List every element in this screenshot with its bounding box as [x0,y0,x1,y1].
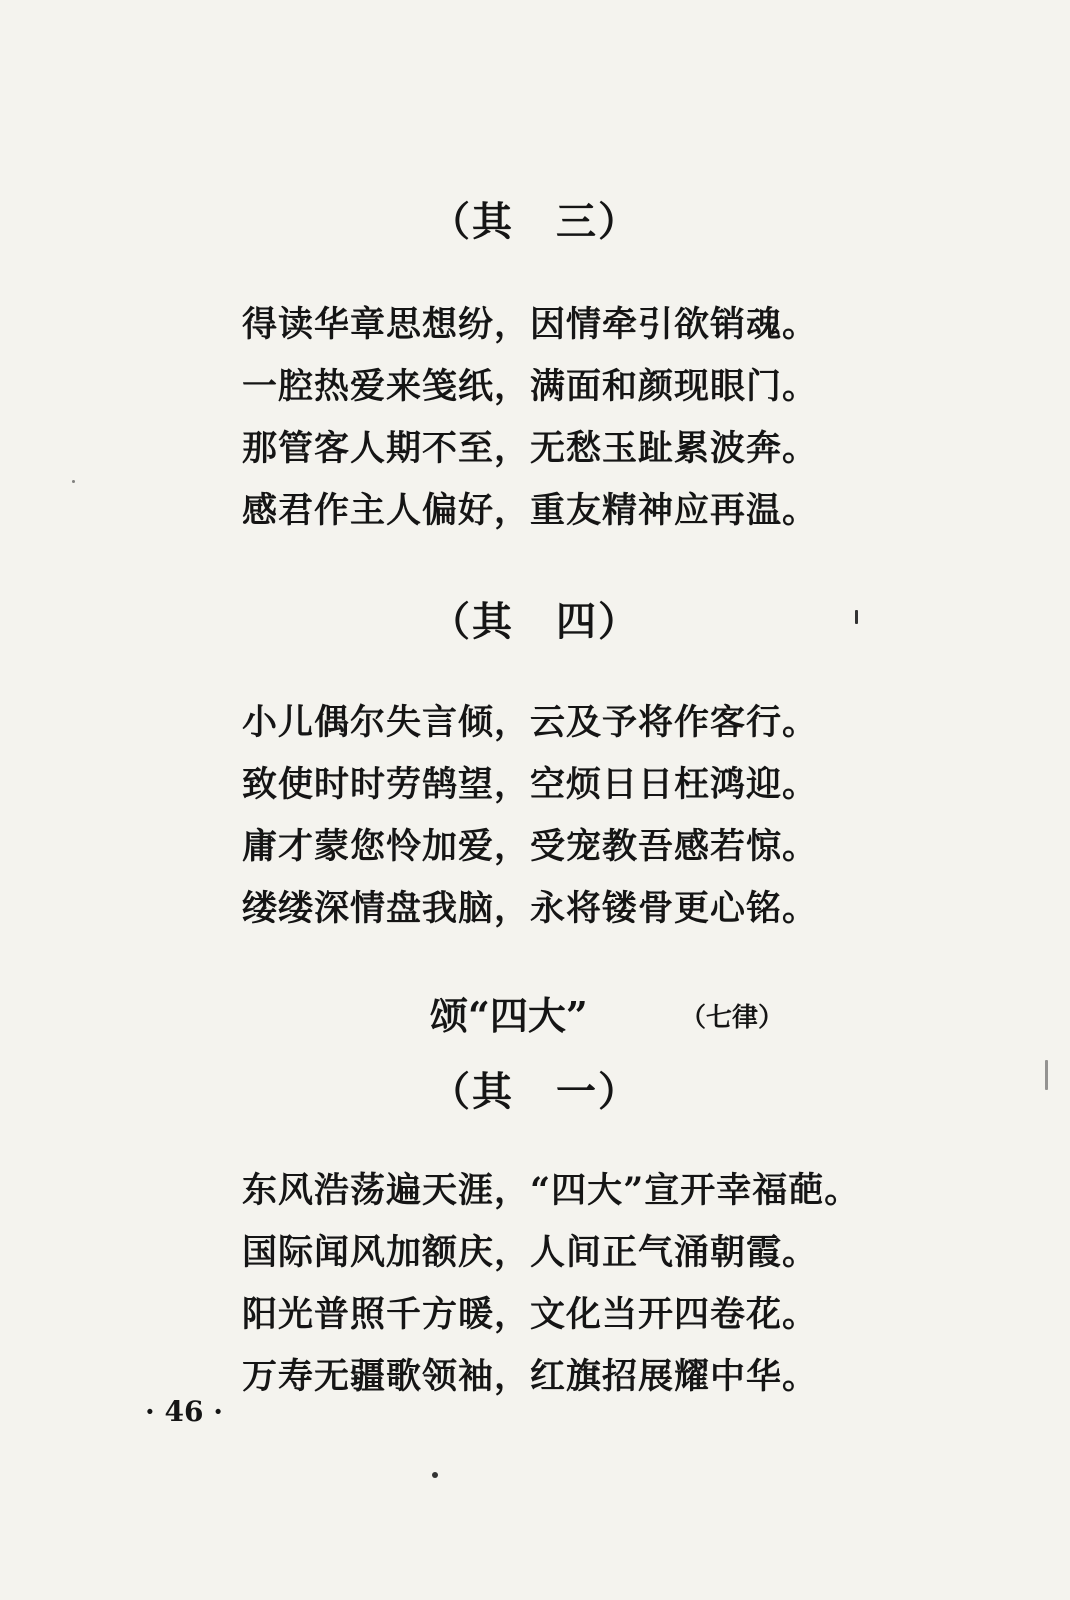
poem-line: 一腔热爱来笺纸，满面和颜现眼门。 [242,366,819,407]
poem-form-label: （七律） [680,1003,785,1033]
poem-stanza-qi-yi [242,1160,861,1408]
scan-speck [1045,1060,1048,1090]
scan-speck [72,480,75,483]
scan-speck [432,1472,438,1478]
scan-speck [855,610,858,624]
poem-line: 庸才蒙您怜加爱，受宠教吾感若惊。 [242,826,819,867]
poem-line: 阳光普照千方暖，文化当开四卷花。 [242,1294,819,1335]
poem-title: 颂“四大” [430,993,588,1038]
poem-stanza-qi-san [242,294,842,542]
poem-line: 小儿偶尔失言倾，云及予将作客行。 [242,702,819,743]
poem-line: 东风浩荡遍天涯，“四大”宣开幸福葩。 [242,1170,861,1211]
section-heading-qi-si: （其 四） [430,598,640,645]
poem-stanza-qi-si [242,692,842,940]
poem-line: 致使时时劳鹄望，空烦日日枉鸿迎。 [242,764,819,805]
poem-line: 那管客人期不至，无愁玉趾累波奔。 [242,428,819,469]
poem-line: 国际闻风加额庆，人间正气涌朝霞。 [242,1232,819,1273]
section-heading-qi-san: （其 三） [430,198,640,245]
poem-line: 缕缕深情盘我脑，永将镂骨更心铭。 [242,888,819,929]
page-number: · 46 · [145,1395,223,1428]
section-heading-qi-yi: （其 一） [430,1068,640,1115]
poem-title-line [430,985,830,1040]
poem-line: 得读华章思想纷，因情牵引欲销魂。 [242,304,819,345]
poem-line: 万寿无疆歌领袖，红旗招展耀中华。 [242,1356,819,1397]
poem-line: 感君作主人偏好，重友精神应再温。 [242,490,819,531]
